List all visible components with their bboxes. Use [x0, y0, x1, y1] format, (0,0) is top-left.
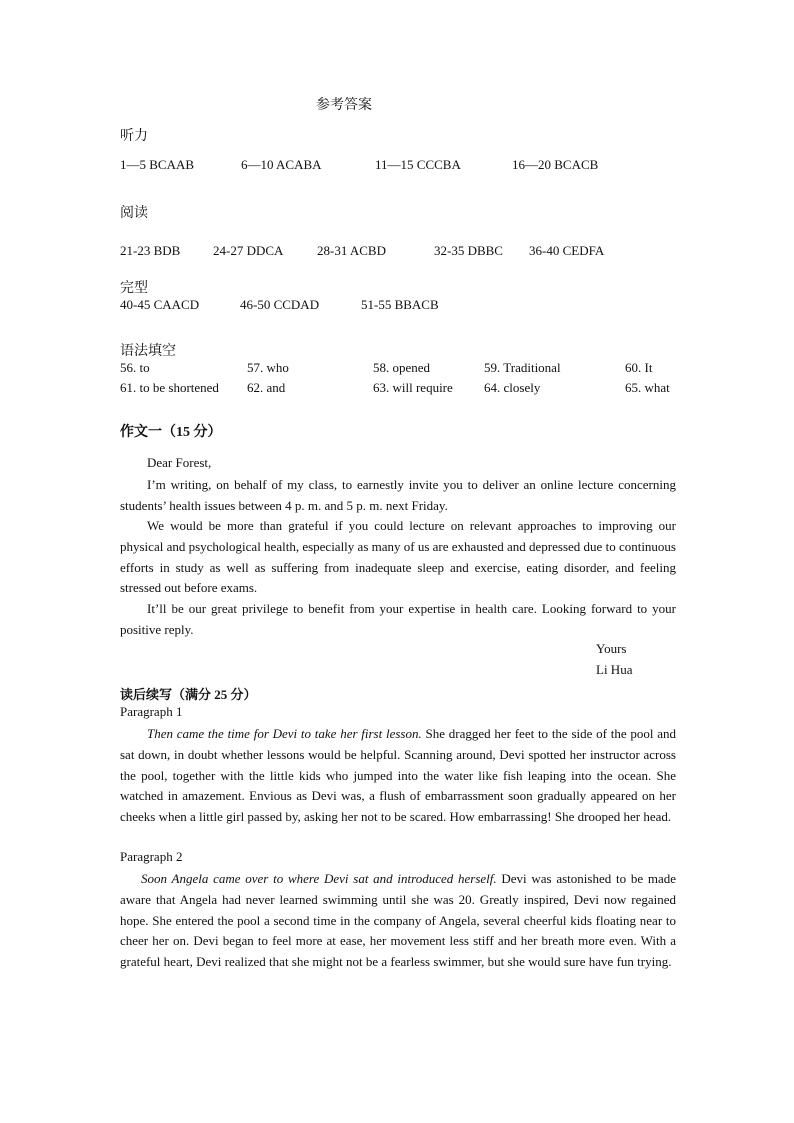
- reading-answer: 28-31 ACBD: [317, 243, 386, 258]
- reading-answer: 32-35 DBBC: [434, 243, 503, 258]
- reading-answer: 21-23 BDB: [120, 243, 181, 258]
- cloze-answer: 46-50 CCDAD: [240, 297, 320, 312]
- grammar-answer: 57. who: [247, 360, 289, 375]
- listening-answer: 1—5 BCAAB: [120, 157, 195, 172]
- reading-answer: 24-27 DDCA: [213, 243, 284, 258]
- essay1-paragraph: We would be more than grateful if you could lecture on relevant approaches to improving our physical and psychological health, especially as many of us are exhausted and depressed due to continuous efforts in study as well as suffering from inadequate sleep and exercise, eating disorder, and feeling stressed out before exams.: [120, 518, 676, 596]
- listening-answer: 6—10 ACABA: [241, 157, 322, 172]
- cloze-answer: 40-45 CAACD: [120, 297, 200, 312]
- grammar-answer: 63. will require: [373, 380, 453, 395]
- reading-answer: 36-40 CEDFA: [529, 243, 605, 258]
- reading-heading: 阅读: [120, 206, 148, 221]
- grammar-answer: 58. opened: [373, 360, 431, 375]
- cloze-answer: 51-55 BBACB: [361, 297, 439, 312]
- essay1-closing: Yours: [596, 641, 627, 656]
- listening-answer: 16—20 BCACB: [512, 157, 599, 172]
- grammar-answer: 56. to: [120, 360, 150, 375]
- page-title: 参考答案: [316, 98, 372, 113]
- paragraph2-label: Paragraph 2: [120, 849, 183, 864]
- essay1-greeting: Dear Forest,: [147, 455, 212, 470]
- grammar-answer: 61. to be shortened: [120, 380, 219, 395]
- grammar-answer: 59. Traditional: [484, 360, 561, 375]
- essay1-paragraph: I’m writing, on behalf of my class, to earnestly invite you to deliver an online lecture concerning students’ health issues between 4 p. m. and 5 p. m. next Friday.: [120, 477, 676, 513]
- continuation-paragraph-1: Then came the time for Devi to take her first lesson. She dragged her feet to the side of the pool and sat down, in doubt whether lessons would be helpful. Scanning around, Devi spotted her instructor across the pool, together with the little kids who jumped into the water like fish leaping into the ocean. She watched in amazement. Envious as Devi was, a flush of embarrassment soon gradually appeared on her cheeks when a little girl passed by, asking her not to be scared. How embarrassing! She drooped her head.: [120, 726, 676, 825]
- grammar-answer: 62. and: [247, 380, 286, 395]
- essay1-signature: Li Hua: [596, 662, 633, 677]
- grammar-answer: 60. It: [625, 360, 653, 375]
- continuation-heading: 读后续写（满分 25 分）: [120, 687, 257, 702]
- continuation-paragraph-2: Soon Angela came over to where Devi sat and introduced herself. Devi was astonished to be made aware that Angela had never learned swimming until she was 20. Greatly inspired, Devi now regained hope. She entered the pool a second time in the company of Angela, several cheerful kids floating near to cheer her on. Devi began to feel more at ease, her movement less stiff and her breath more even. With a grateful heart, Devi realized that she might not be a fearless swimmer, but she would sure have fun trying.: [120, 871, 677, 970]
- grammar-answer: 65. what: [625, 380, 670, 395]
- listening-answer: 11—15 CCCBA: [375, 157, 461, 172]
- paragraph1-label: Paragraph 1: [120, 704, 183, 719]
- essay1-heading: 作文一（15 分）: [120, 425, 222, 440]
- listening-heading: 听力: [120, 129, 148, 144]
- grammar-answer: 64. closely: [484, 380, 541, 395]
- grammar-heading: 语法填空: [120, 344, 176, 359]
- essay1-paragraph: It’ll be our great privilege to benefit from your expertise in health care. Looking forward to your positive reply.: [120, 601, 676, 637]
- cloze-heading: 完型: [120, 281, 148, 296]
